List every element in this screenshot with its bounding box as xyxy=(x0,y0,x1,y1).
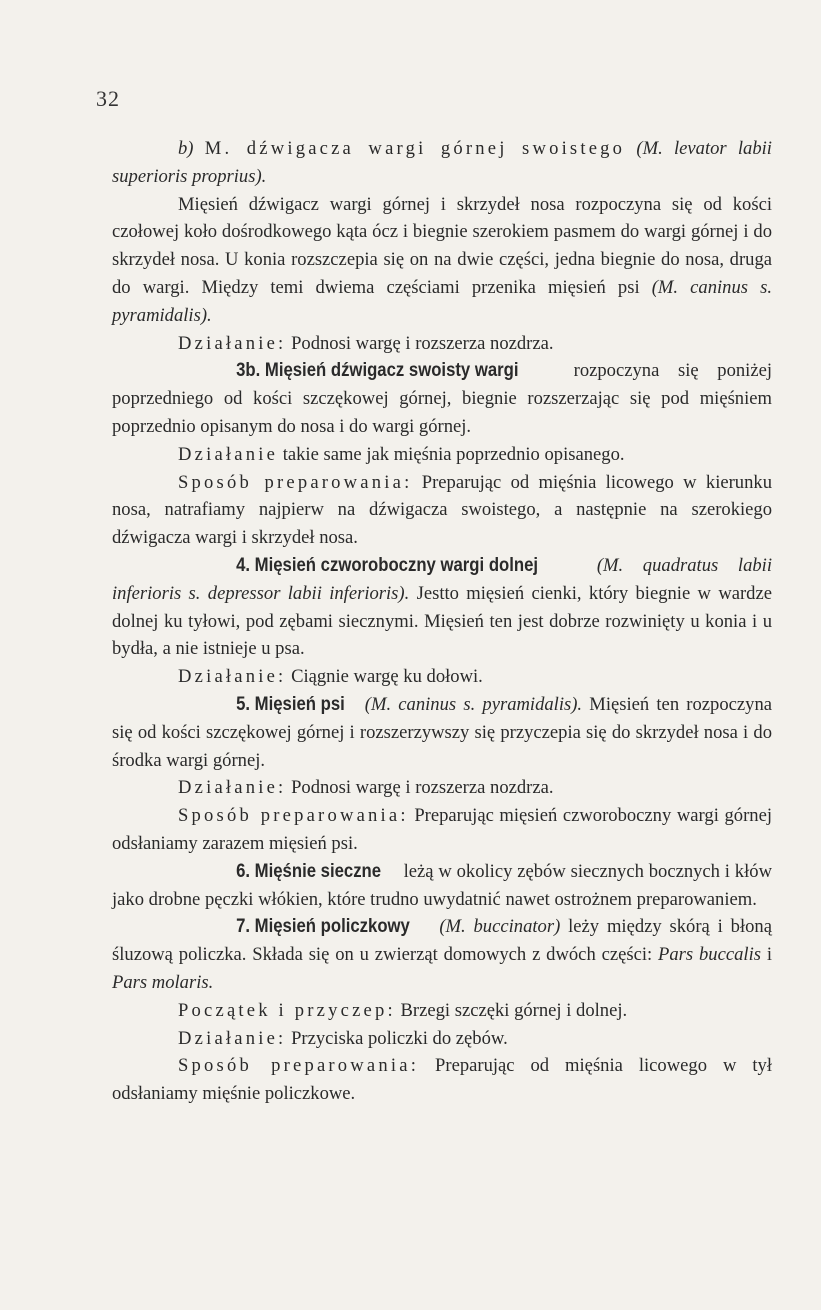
paragraph-origin-insertion xyxy=(112,997,772,1025)
page-body xyxy=(112,135,772,1108)
conjunction: i xyxy=(766,944,772,966)
body-text: Mięsień dźwigacz wargi górnej i skrzydeł nosa rozpoczyna się od kości czołowej koło dośrodkowego kąta ócz i biegnie szerokiem pasmem do wargi górnej i do skrzydeł nosa. U konia rozszczepia się on na dwie części, jedna biegnie do nosa, druga do wargi. Między temi dwiema częściami przenika mięsień psi xyxy=(112,193,772,298)
body-text: Przyciska policzki do zębów. xyxy=(291,1027,508,1049)
latin-name: (M. levator labii superioris proprius). xyxy=(112,138,772,187)
page-number: 32 xyxy=(96,86,120,111)
paragraph-muscle-4 xyxy=(112,552,772,663)
body-text: Jestto mięsień cienki, który biegnie w wardze dolnej ku tyłowi, pod zębami siecznymi. Mięsień ten jest dobrze rozwinięty u konia i u bydła, a nie istnieje u psa. xyxy=(112,582,772,660)
section-heading xyxy=(178,858,381,886)
paragraph-preparation xyxy=(112,469,772,552)
section-number: 5. xyxy=(236,693,251,715)
paragraph-muscle-3b xyxy=(112,357,772,440)
body-text: takie same jak mięśnia poprzednio opisanego. xyxy=(282,443,625,465)
heading-text: Mięśnie sieczne xyxy=(254,860,382,882)
term-label: Sposób preparowania: xyxy=(178,471,413,493)
latin-name: (M. caninus s. pyramidalis). xyxy=(112,276,772,326)
term-label: Sposób preparowania: xyxy=(178,1055,420,1077)
latin-name: (M. quadratus labii inferioris s. depressor labii inferioris). xyxy=(112,554,772,604)
section-heading xyxy=(178,691,345,719)
paragraph-muscle-5 xyxy=(112,691,772,774)
paragraph-action xyxy=(112,1025,772,1053)
term-label: Działanie: xyxy=(178,777,287,799)
body-text: Preparując od mięśnia licowego w kierunku nosa, natrafiamy najpierw na dźwigacza swoistego, a następnie na szerokiego dźwigacza wargi i skrzydeł nosa. xyxy=(112,471,772,549)
term-label: Działanie: xyxy=(178,666,287,688)
item-label: b) xyxy=(178,138,194,159)
latin-name: (M. buccinator) xyxy=(439,916,561,938)
latin-part: Pars buccalis xyxy=(658,944,761,966)
paragraph-muscle-b xyxy=(112,135,772,191)
body-text: Podnosi wargę i rozszerza nozdrza. xyxy=(291,332,554,354)
latin-part: Pars molaris. xyxy=(112,971,214,993)
paragraph-action xyxy=(112,663,772,691)
body-text: Ciągnie wargę ku dołowi. xyxy=(291,666,483,688)
body-text: Podnosi wargę i rozszerza nozdrza. xyxy=(291,777,554,799)
body-text: rozpoczyna się poniżej poprzedniego od kości szczękowej górnej, biegnie rozszerzając się pod mięśniem poprzednio opisanym do nosa i do wargi górnej. xyxy=(112,360,772,437)
section-number: 7. xyxy=(236,916,251,938)
term-label: Działanie xyxy=(178,443,279,465)
paragraph-action xyxy=(112,774,772,802)
body-text: leży między skórą i błoną śluzową policzka. Składa się on u zwierząt domowych z dwóch części: xyxy=(112,916,772,966)
paragraph-action xyxy=(112,441,772,469)
heading-text: Mięsień dźwigacz swoisty wargi xyxy=(264,360,519,382)
paragraph-description xyxy=(112,191,772,330)
body-text: leżą w okolicy zębów siecznych bocznych i kłów jako drobne pęczki włókien, które trudno uwydatnić nawet ostrożnem preparowaniem. xyxy=(112,860,772,910)
heading-text: Mięsień policzkowy xyxy=(254,916,410,938)
section-heading xyxy=(178,552,538,580)
heading-text: Mięsień psi xyxy=(254,693,345,715)
paragraph-preparation xyxy=(112,802,772,858)
paragraph-muscle-6 xyxy=(112,858,772,914)
section-number: 4. xyxy=(236,554,251,576)
term-label: Początek i przyczep: xyxy=(178,999,396,1021)
paragraph-muscle-7 xyxy=(112,913,772,996)
section-heading xyxy=(178,913,410,941)
term-label: Działanie: xyxy=(178,1027,287,1049)
section-number: 3b. xyxy=(236,360,261,382)
latin-name: (M. caninus s. pyramidalis). xyxy=(364,693,583,715)
section-number: 6. xyxy=(236,860,251,882)
body-text: Preparując mięsień czworoboczny wargi górnej odsłaniamy zarazem mięsień psi. xyxy=(112,805,772,854)
paragraph-action xyxy=(112,330,772,358)
body-text: Brzegi szczęki górnej i dolnej. xyxy=(400,999,628,1021)
body-text: Mięsień ten rozpoczyna się od kości szczękowej górnej i rozszerzywszy się przyczepia się do skrzydeł nosa i do środka wargi górnej. xyxy=(112,693,772,771)
heading-text: Mięsień czworoboczny wargi dolnej xyxy=(254,554,539,576)
term-label: Działanie: xyxy=(178,332,287,354)
body-text: Preparując od mięśnia licowego w tył odsłaniamy mięśnie policzkowe. xyxy=(112,1055,772,1105)
muscle-title: M. dźwigacza wargi górnej swoistego xyxy=(204,138,626,159)
term-label: Sposób preparowania: xyxy=(178,805,409,827)
paragraph-preparation xyxy=(112,1052,772,1108)
section-heading xyxy=(178,357,519,385)
